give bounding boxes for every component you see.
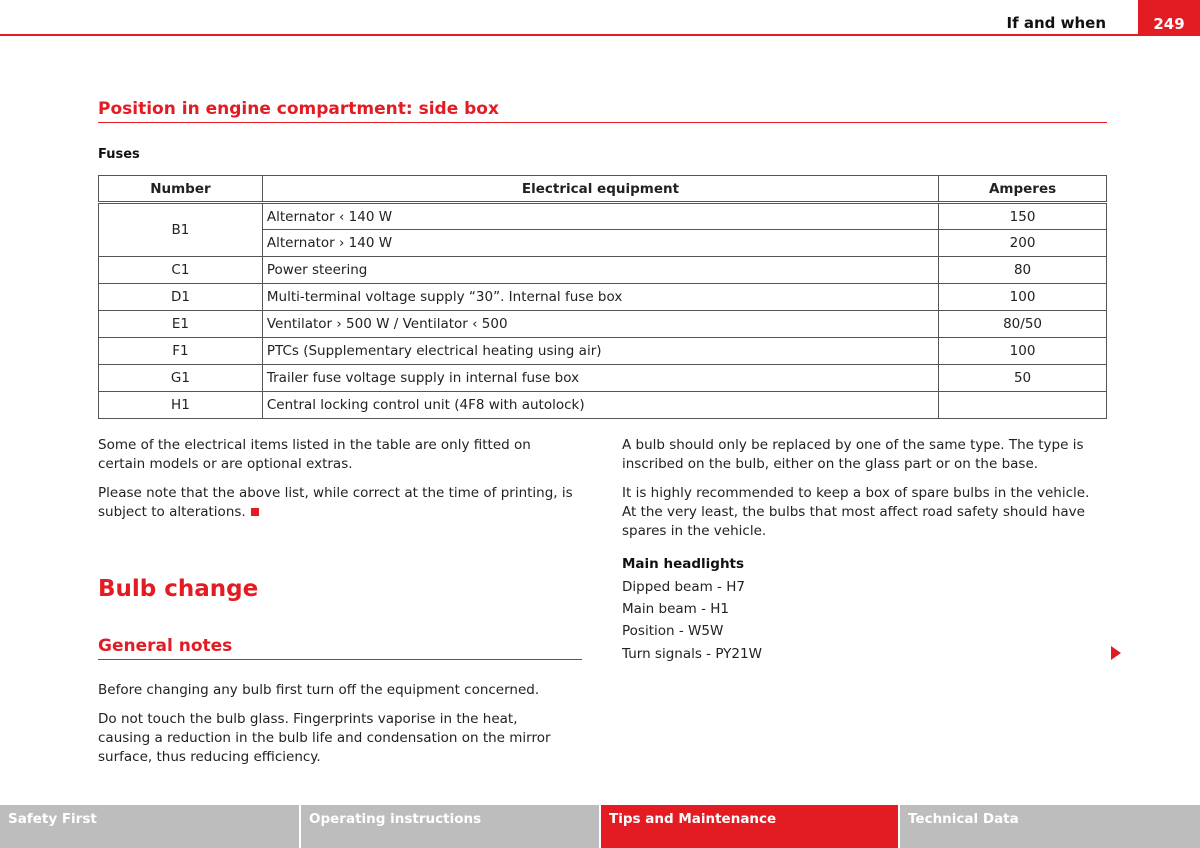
general-notes-heading: General notes xyxy=(98,636,233,656)
fuses-label: Fuses xyxy=(98,147,140,162)
table-row xyxy=(99,284,1107,311)
list-item: Position - W5W xyxy=(622,623,724,639)
table-row xyxy=(99,203,1107,230)
bulb-glass-paragraph: Do not touch the bulb glass. Fingerprints vaporise in the heat, causing a reduction in the bulb life and condensation on the mirror surface, thus reducing efficiency. xyxy=(98,711,551,765)
footer-tab-tips-and-maintenance[interactable]: Tips and Maintenance xyxy=(601,805,898,848)
fuse-amperes: 50 xyxy=(939,365,1107,392)
list-alteration-paragraph xyxy=(98,484,582,522)
list-item: Turn signals - PY21W xyxy=(622,646,762,662)
table-row xyxy=(99,257,1107,284)
fuse-equipment: Alternator ‹ 140 W xyxy=(262,203,938,230)
fuse-amperes: 100 xyxy=(939,284,1107,311)
turn-off-paragraph: Before changing any bulb first turn off the equipment concerned. xyxy=(98,682,540,698)
table-row xyxy=(99,338,1107,365)
column-header-equipment: Electrical equipment xyxy=(262,176,938,203)
fuse-equipment: Power steering xyxy=(262,257,938,284)
list-item: Main beam - H1 xyxy=(622,601,730,617)
fuse-equipment: Ventilator › 500 W / Ventilator ‹ 500 xyxy=(262,311,938,338)
fuse-number: D1 xyxy=(99,284,263,311)
fuse-amperes: 80/50 xyxy=(939,311,1107,338)
fuse-number: B1 xyxy=(99,203,263,257)
fuse-amperes: 100 xyxy=(939,338,1107,365)
fuse-amperes xyxy=(939,392,1107,419)
red-square-icon xyxy=(251,508,259,516)
table-row xyxy=(99,311,1107,338)
column-header-amperes: Amperes xyxy=(939,176,1107,203)
fuse-number: G1 xyxy=(99,365,263,392)
list-item: Dipped beam - H7 xyxy=(622,579,745,595)
fuse-number: H1 xyxy=(99,392,263,419)
triangle-right-icon[interactable] xyxy=(1111,646,1121,660)
fuse-equipment: Alternator › 140 W xyxy=(262,230,938,257)
fuse-number: E1 xyxy=(99,311,263,338)
general-notes-rule xyxy=(98,659,582,660)
fuse-equipment: Trailer fuse voltage supply in internal fuse box xyxy=(262,365,938,392)
column-header-number: Number xyxy=(99,176,263,203)
running-header-title: If and when xyxy=(1006,14,1106,32)
section-title: Position in engine compartment: side box xyxy=(98,99,499,119)
fuse-amperes: 80 xyxy=(939,257,1107,284)
optional-items-paragraph: Some of the electrical items listed in the table are only fitted on certain models or are optional extras. xyxy=(98,437,531,472)
section-rule xyxy=(98,122,1107,123)
table-row xyxy=(99,392,1107,419)
list-alteration-text: Please note that the above list, while correct at the time of printing, is subject to alterations. xyxy=(98,485,573,520)
fuse-amperes: 150 xyxy=(939,203,1107,230)
fuse-number: F1 xyxy=(99,338,263,365)
fuse-equipment: Multi-terminal voltage supply “30”. Internal fuse box xyxy=(262,284,938,311)
fuse-equipment: Central locking control unit (4F8 with autolock) xyxy=(262,392,938,419)
footer-tab-technical-data[interactable]: Technical Data xyxy=(900,805,1200,848)
table-header-row xyxy=(99,176,1107,203)
fuse-amperes: 200 xyxy=(939,230,1107,257)
same-type-paragraph: A bulb should only be replaced by one of the same type. The type is inscribed on the bulb, either on the glass part or on the base. xyxy=(622,437,1084,472)
fuse-equipment: PTCs (Supplementary electrical heating using air) xyxy=(262,338,938,365)
main-headlights-heading: Main headlights xyxy=(622,556,745,572)
page-number: 249 xyxy=(1138,0,1200,36)
footer-nav xyxy=(0,805,1200,848)
table-row xyxy=(99,365,1107,392)
fuse-number: C1 xyxy=(99,257,263,284)
spare-bulbs-paragraph: It is highly recommended to keep a box of spare bulbs in the vehicle. At the very least, the bulbs that most affect road safety should have spares in the vehicle. xyxy=(622,485,1090,539)
header-rule xyxy=(0,34,1138,36)
footer-tab-safety-first[interactable]: Safety First xyxy=(0,805,299,848)
bulb-change-heading: Bulb change xyxy=(98,576,259,602)
footer-tab-operating-instructions[interactable]: Operating instructions xyxy=(301,805,599,848)
fuse-table xyxy=(98,175,1107,419)
